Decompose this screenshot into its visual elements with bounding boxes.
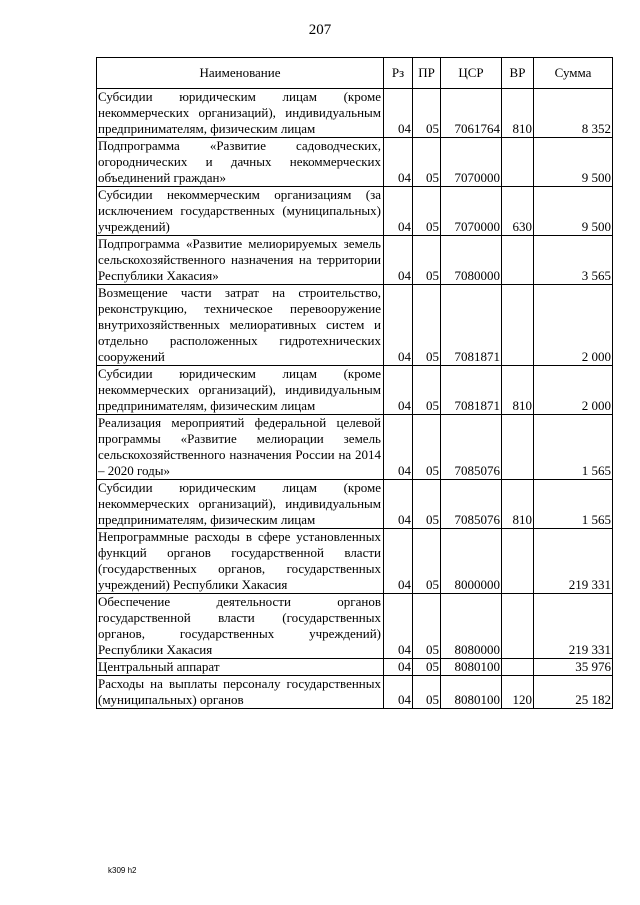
row-name: Подпрограмма «Развитие мелиорируемых земель сельскохозяйственного назначения на территории Республики Хакасия»: [97, 236, 384, 285]
table-row: [97, 285, 613, 366]
row-rz: 04: [384, 529, 413, 594]
footer-code: k309 h2: [108, 866, 137, 875]
table-row: [97, 594, 613, 659]
row-rz: 04: [384, 285, 413, 366]
row-rz: 04: [384, 594, 413, 659]
row-name: Реализация мероприятий федеральной целевой программы «Развитие мелиорации земель сельскохозяйственного назначения России на 2014 – 2020 годы»: [97, 415, 384, 480]
table-row: [97, 676, 613, 709]
row-vr: [502, 415, 534, 480]
row-pr: 05: [413, 480, 441, 529]
row-csr: 8080100: [441, 659, 502, 676]
row-vr: [502, 659, 534, 676]
row-rz: 04: [384, 366, 413, 415]
page-number: 207: [308, 22, 332, 38]
table-row: [97, 529, 613, 594]
table-row: [97, 366, 613, 415]
row-csr: 7070000: [441, 138, 502, 187]
header-pr: ПР: [413, 58, 441, 89]
row-pr: 05: [413, 676, 441, 709]
row-pr: 05: [413, 187, 441, 236]
row-vr: [502, 594, 534, 659]
row-rz: 04: [384, 138, 413, 187]
row-csr: 8080000: [441, 594, 502, 659]
row-pr: 05: [413, 236, 441, 285]
row-sum: 9 500: [534, 138, 613, 187]
header-rz: Рз: [384, 58, 413, 89]
table-row: [97, 138, 613, 187]
header-csr: ЦСР: [441, 58, 502, 89]
row-sum: 2 000: [534, 366, 613, 415]
row-vr: 810: [502, 480, 534, 529]
row-rz: 04: [384, 89, 413, 138]
header-name: Наименование: [97, 58, 384, 89]
row-pr: 05: [413, 529, 441, 594]
row-name: Субсидии юридическим лицам (кроме некоммерческих организаций), индивидуальным предпринимателям, физическим лицам: [97, 89, 384, 138]
row-sum: 2 000: [534, 285, 613, 366]
row-sum: 219 331: [534, 529, 613, 594]
row-sum: 1 565: [534, 480, 613, 529]
table-row: [97, 480, 613, 529]
table-row: [97, 659, 613, 676]
header-vr: ВР: [502, 58, 534, 89]
row-pr: 05: [413, 285, 441, 366]
row-sum: 25 182: [534, 676, 613, 709]
row-sum: 8 352: [534, 89, 613, 138]
row-pr: 05: [413, 594, 441, 659]
row-vr: [502, 138, 534, 187]
row-csr: 7061764: [441, 89, 502, 138]
row-sum: 1 565: [534, 415, 613, 480]
table-row: [97, 236, 613, 285]
header-sum: Сумма: [534, 58, 613, 89]
row-rz: 04: [384, 187, 413, 236]
row-pr: 05: [413, 415, 441, 480]
row-vr: [502, 236, 534, 285]
row-csr: 7081871: [441, 285, 502, 366]
row-pr: 05: [413, 659, 441, 676]
budget-table: [96, 57, 613, 709]
row-csr: 7081871: [441, 366, 502, 415]
row-sum: 219 331: [534, 594, 613, 659]
row-csr: 7070000: [441, 187, 502, 236]
row-name: Расходы на выплаты персоналу государственных (муниципальных) органов: [97, 676, 384, 709]
row-csr: 8080100: [441, 676, 502, 709]
table-row: [97, 415, 613, 480]
row-rz: 04: [384, 415, 413, 480]
row-vr: 810: [502, 89, 534, 138]
row-name: Непрограммные расходы в сфере установленных функций органов государственной власти (государственных органов, государственных учреждений) Республики Хакасия: [97, 529, 384, 594]
row-rz: 04: [384, 676, 413, 709]
table-row: [97, 187, 613, 236]
row-vr: [502, 285, 534, 366]
row-name: Субсидии юридическим лицам (кроме некоммерческих организаций), индивидуальным предпринимателям, физическим лицам: [97, 480, 384, 529]
row-pr: 05: [413, 138, 441, 187]
row-name: Субсидии некоммерческим организациям (за исключением государственных (муниципальных) учреждений): [97, 187, 384, 236]
row-name: Центральный аппарат: [97, 659, 384, 676]
row-rz: 04: [384, 480, 413, 529]
row-vr: 630: [502, 187, 534, 236]
row-rz: 04: [384, 236, 413, 285]
row-vr: [502, 529, 534, 594]
row-rz: 04: [384, 659, 413, 676]
row-pr: 05: [413, 89, 441, 138]
row-name: Подпрограмма «Развитие садоводческих, огороднических и дачных некоммерческих объединений граждан»: [97, 138, 384, 187]
row-sum: 3 565: [534, 236, 613, 285]
row-vr: 810: [502, 366, 534, 415]
row-csr: 7085076: [441, 415, 502, 480]
table-row: [97, 89, 613, 138]
row-name: Возмещение части затрат на строительство, реконструкцию, техническое перевооружение внутрихозяйственных мелиоративных систем и отдельно расположенных гидротехнических сооружений: [97, 285, 384, 366]
row-sum: 35 976: [534, 659, 613, 676]
row-pr: 05: [413, 366, 441, 415]
row-name: Субсидии юридическим лицам (кроме некоммерческих организаций), индивидуальным предпринимателям, физическим лицам: [97, 366, 384, 415]
row-csr: 7080000: [441, 236, 502, 285]
table-header-row: [97, 58, 613, 89]
row-vr: 120: [502, 676, 534, 709]
row-name: Обеспечение деятельности органов государственной власти (государственных органов, государственных учреждений) Республики Хакасия: [97, 594, 384, 659]
row-csr: 8000000: [441, 529, 502, 594]
row-sum: 9 500: [534, 187, 613, 236]
row-csr: 7085076: [441, 480, 502, 529]
